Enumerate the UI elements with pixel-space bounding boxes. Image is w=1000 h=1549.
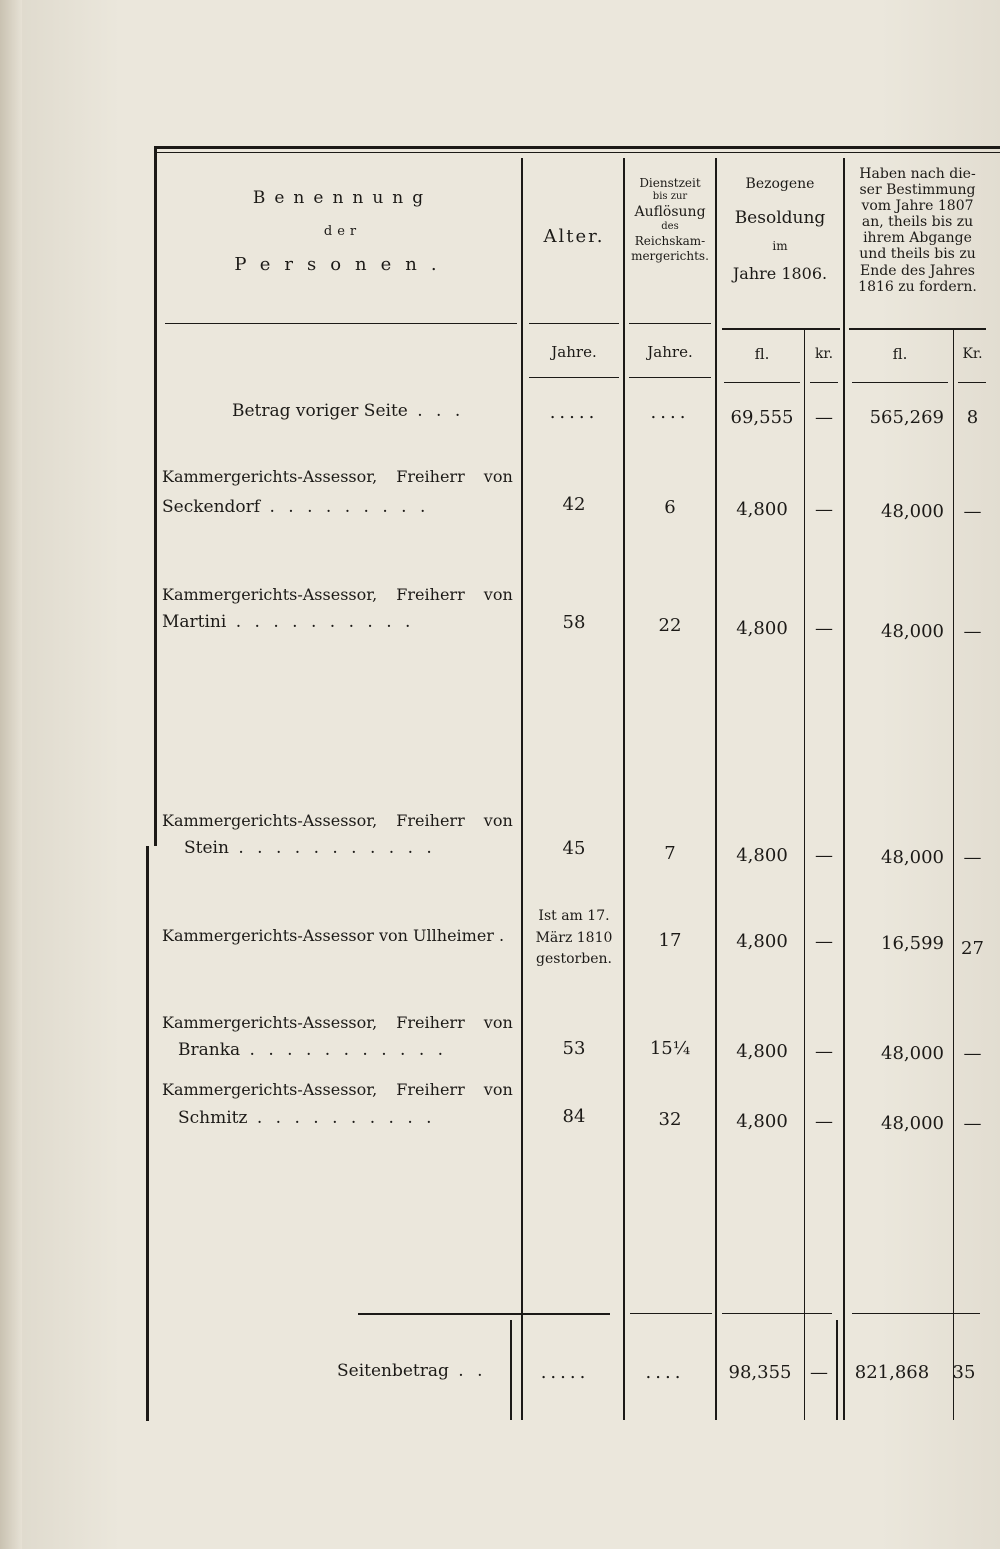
carry-claim-kr: 8 [966,407,979,428]
header-claim-line-2: ser Bestimmung [859,182,976,199]
total-rule-claim [852,1313,980,1314]
total-service: .... [645,1362,685,1383]
header-claim-line-1: Haben nach die- [859,166,976,182]
row-4-claim-fl: 16,599 [881,933,944,954]
row-2-claim-kr: — [963,621,982,642]
row-1-salary-kr: — [815,499,833,520]
row-6-claim-fl: 48,000 [881,1113,944,1134]
row-5-service: 15¼ [649,1038,691,1059]
row-1-name-line-1: Kammergerichts-Assessor, Freiherr von [162,467,513,486]
row-2-salary-fl: 4,800 [736,618,788,639]
row-6-surname: Schmitz [178,1108,248,1128]
total-rule-salary [722,1313,832,1314]
row-5-claim-kr: — [963,1043,982,1064]
col-divider-name [521,158,523,1420]
row-6-name-line-2: Schmitz . . . . . . . . . . [178,1108,436,1128]
page-gutter [0,0,22,1549]
col-divider-salary-kr [804,330,805,1420]
header-name-line-3: Personen. [234,254,451,275]
header-salary-line-3: im [772,238,788,253]
unit-rule-salary-kr [810,382,838,383]
row-4-age-note [525,906,623,971]
total-age: ..... [540,1362,590,1383]
row-5-name-line-2: Branka . . . . . . . . . . . [178,1040,448,1060]
row-3-surname: Stein [184,838,229,858]
row-1-service: 6 [664,497,676,518]
top-double-rule [157,146,1000,149]
header-claim-line-6: und theils bis zu [859,246,976,263]
row-5-age: 53 [562,1038,586,1059]
total-divider-right [836,1320,838,1420]
header-service-line-6: mergerichts. [631,248,709,263]
header-name [170,190,515,274]
row-3-name-line-1: Kammergerichts-Assessor, Freiherr von [162,811,513,830]
header-bottom-rule-service [629,323,711,324]
row-1-salary-fl: 4,800 [736,499,788,520]
row-5-surname: Branka [178,1040,241,1060]
row-3-name-line-2: Stein . . . . . . . . . . . [184,838,436,858]
header-salary-line-2: Besoldung [734,207,826,228]
header-service-line-1: Dienstzeit [639,176,701,190]
left-border [154,146,157,846]
header-service-line-3: Auflösung [634,203,706,220]
row-2-age: 58 [562,612,586,633]
row-4-age-note-line-1: Ist am 17. [538,908,610,924]
total-rule-service [630,1313,712,1314]
row-6-service: 32 [658,1109,682,1130]
row-3-claim-fl: 48,000 [881,847,944,868]
carry-label: Betrag voriger Seite . . . [232,401,465,421]
header-bottom-rule-salary [722,328,840,330]
col-divider-claim-kr [953,330,954,1420]
header-claim-line-5: ihrem Abgange [863,230,972,247]
row-4-salary-kr: — [815,931,833,952]
header-bottom-rule-name [165,323,517,324]
row-1-claim-kr: — [963,501,982,522]
header-service-line-4: des [661,221,679,232]
carry-salary-kr: — [815,407,833,428]
unit-salary-fl: fl. [754,345,770,363]
row-2-name-line-1: Kammergerichts-Assessor, Freiherr von [162,585,513,604]
carry-age: ..... [549,402,599,423]
row-1-age: 42 [562,494,586,515]
total-claim-fl: 821,868 [854,1362,930,1383]
row-4-age-note-line-2: März 1810 [535,929,613,946]
total-label: Seitenbetrag . . [337,1361,487,1381]
row-4-name-text: Kammergerichts-Assessor von Ullheimer [162,926,494,945]
unit-rule-age [529,377,619,378]
header-claim-line-4: an, theils bis zu [861,214,974,231]
unit-service: Jahre. [647,343,693,361]
unit-salary-kr: kr. [814,346,834,362]
row-2-claim-fl: 48,000 [881,621,944,642]
unit-claim-fl: fl. [892,345,908,363]
row-4-name-line-1: Kammergerichts-Assessor von Ullheimer . [162,926,505,945]
header-claim-line-3: vom Jahre 1807 [861,198,974,215]
row-5-salary-fl: 4,800 [736,1041,788,1062]
header-name-line-2: der [323,224,362,239]
row-6-salary-kr: — [815,1111,833,1132]
header-age: Alter. [543,226,605,247]
row-5-name-line-1: Kammergerichts-Assessor, Freiherr von [162,1013,513,1032]
row-6-claim-kr: — [963,1113,982,1134]
total-rule-name [358,1313,610,1315]
header-salary-line-1: Bezogene [745,176,815,192]
header-service [625,176,715,264]
header-service-line-5: Reichskam- [634,233,706,248]
row-2-salary-kr: — [815,618,833,639]
row-6-name-line-1: Kammergerichts-Assessor, Freiherr von [162,1080,513,1099]
row-3-service: 7 [664,843,676,864]
row-2-surname: Martini [162,612,227,632]
row-3-age: 45 [562,838,586,859]
header-name-line-1: Benennung [252,188,433,208]
row-5-salary-kr: — [815,1041,833,1062]
header-salary [717,176,843,284]
unit-rule-claim-kr [958,382,986,383]
row-1-surname: Seckendorf [162,497,261,517]
row-4-claim-kr: 27 [961,938,984,959]
carry-label-text: Betrag voriger Seite [232,401,408,421]
row-6-salary-fl: 4,800 [736,1111,788,1132]
row-5-claim-fl: 48,000 [881,1043,944,1064]
header-bottom-rule-age [529,323,619,324]
total-claim-kr: 35 [952,1362,976,1383]
col-divider-salary [843,158,845,1420]
carry-claim-fl: 565,269 [869,407,944,428]
row-6-age: 84 [562,1106,586,1127]
unit-rule-claim-fl [852,382,948,383]
left-border-lower [146,846,149,1421]
top-double-rule-inner [157,152,1000,153]
row-3-salary-fl: 4,800 [736,845,788,866]
unit-rule-service [629,377,711,378]
header-service-line-2: bis zur [652,191,688,202]
unit-claim-kr: Kr. [962,346,983,362]
header-claim-line-7: Ende des Jahres [860,262,975,279]
row-2-name-line-2: Martini . . . . . . . . . . [162,612,415,632]
unit-age: Jahre. [551,343,597,361]
total-label-text: Seitenbetrag [337,1361,449,1381]
carry-service: .... [650,402,690,423]
total-salary-kr: — [810,1362,828,1383]
row-4-service: 17 [658,930,682,951]
header-salary-line-4: Jahre 1806. [732,263,828,283]
unit-rule-salary-fl [724,382,800,383]
row-1-claim-fl: 48,000 [881,501,944,522]
header-claim [845,166,990,295]
row-1-name-line-2: Seckendorf . . . . . . . . . [162,497,430,517]
row-4-salary-fl: 4,800 [736,931,788,952]
total-divider-left [510,1320,512,1420]
col-divider-service [715,158,717,1420]
header-bottom-rule-claim [849,328,986,330]
row-3-claim-kr: — [963,847,982,868]
row-2-service: 22 [658,615,682,636]
carry-salary-fl: 69,555 [730,407,794,428]
header-claim-line-8: 1816 zu fordern. [858,278,977,295]
row-4-age-note-line-3: gestorben. [536,951,612,968]
total-salary-fl: 98,355 [728,1362,792,1383]
row-3-salary-kr: — [815,845,833,866]
